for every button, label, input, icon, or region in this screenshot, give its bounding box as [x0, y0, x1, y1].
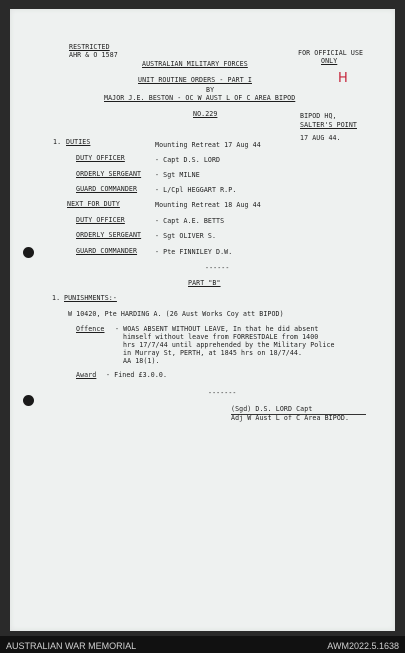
order-date: 17 AUG 44. — [300, 134, 341, 142]
official-use-line1: FOR OFFICIAL USE — [298, 49, 364, 57]
duty-label: DUTY OFFICER — [76, 154, 125, 162]
duty-value: - Pte FINNILEY D.W. — [155, 248, 233, 256]
offence-line: in Murray St, PERTH, at 1845 hrs on 18/7/44. — [123, 349, 303, 357]
next-duty-mounting: Mounting Retreat 18 Aug 44 — [155, 201, 261, 209]
commander-line: MAJOR J.E. BESTON - OC W AUST L OF C AREA BIPOD — [104, 94, 296, 102]
order-by: BY — [206, 86, 215, 94]
duty-value: - L/Cpl HEGGART R.P. — [155, 186, 237, 194]
reference-number: AHR & O 1587 — [69, 51, 118, 59]
duty-value: - Capt D.S. LORD — [155, 156, 221, 164]
order-number: NO.229 — [193, 110, 218, 118]
document-page — [10, 9, 395, 631]
hq-line1: BIPOD HQ, — [300, 112, 337, 120]
duty-label: ORDERLY SERGEANT — [76, 170, 142, 178]
duty-value: - Capt A.E. BETTS — [155, 217, 225, 225]
signature-dash: ------- — [208, 389, 237, 397]
duty-value: - Sgt MILNE — [155, 171, 200, 179]
award-value: - Fined £3.0.0. — [106, 371, 168, 379]
duty-label: ORDERLY SERGEANT — [76, 231, 142, 239]
punishments-number: 1. — [52, 294, 61, 302]
signature-line2: Adj W Aust L of C Area BIPOD. — [231, 414, 350, 422]
offence-line: himself without leave from FORRESTDALE from 1400 — [123, 333, 319, 341]
duties-mounting: Mounting Retreat 17 Aug 44 — [155, 141, 261, 149]
punch-hole — [23, 247, 34, 258]
duty-label: GUARD COMMANDER — [76, 247, 138, 255]
soldier-line: W 10420, Pte HARDING A. (26 Aust Works Coy att BIPOD) — [68, 310, 284, 318]
footer-institution: AUSTRALIAN WAR MEMORIAL — [6, 641, 137, 651]
footer-accession: AWM2022.5.1638 — [327, 641, 399, 651]
pencil-mark: H — [338, 71, 348, 86]
offence-line: - WOAS ABSENT WITHOUT LEAVE, In that he did absent — [115, 325, 319, 333]
part-b-title: PART "B" — [188, 279, 221, 287]
organisation: AUSTRALIAN MILITARY FORCES — [142, 60, 248, 68]
offence-line: AA 18(1). — [123, 357, 160, 365]
offence-line: hrs 17/7/44 until apprehended by the Military Police — [123, 341, 335, 349]
duties-number: 1. — [53, 138, 62, 146]
duty-label: GUARD COMMANDER — [76, 185, 138, 193]
signature-line1: (Sgd) D.S. LORD Capt — [231, 405, 313, 413]
next-duty-label: NEXT FOR DUTY — [67, 200, 120, 208]
award-label: Award — [76, 371, 97, 379]
offence-label: Offence — [76, 325, 105, 333]
duty-label: DUTY OFFICER — [76, 216, 125, 224]
hq-line2: SALTER'S POINT — [300, 121, 357, 129]
punishments-heading: PUNISHMENTS:- — [64, 294, 117, 302]
duty-value: - Sgt OLIVER S. — [155, 232, 217, 240]
order-title: UNIT ROUTINE ORDERS - PART I — [138, 76, 252, 84]
restricted-label: RESTRICTED — [69, 43, 110, 51]
archive-footer — [0, 636, 405, 653]
official-use-line2: ONLY — [321, 57, 338, 65]
separator: ------ — [205, 264, 230, 272]
duties-heading: DUTIES — [66, 138, 91, 146]
punch-hole — [23, 395, 34, 406]
